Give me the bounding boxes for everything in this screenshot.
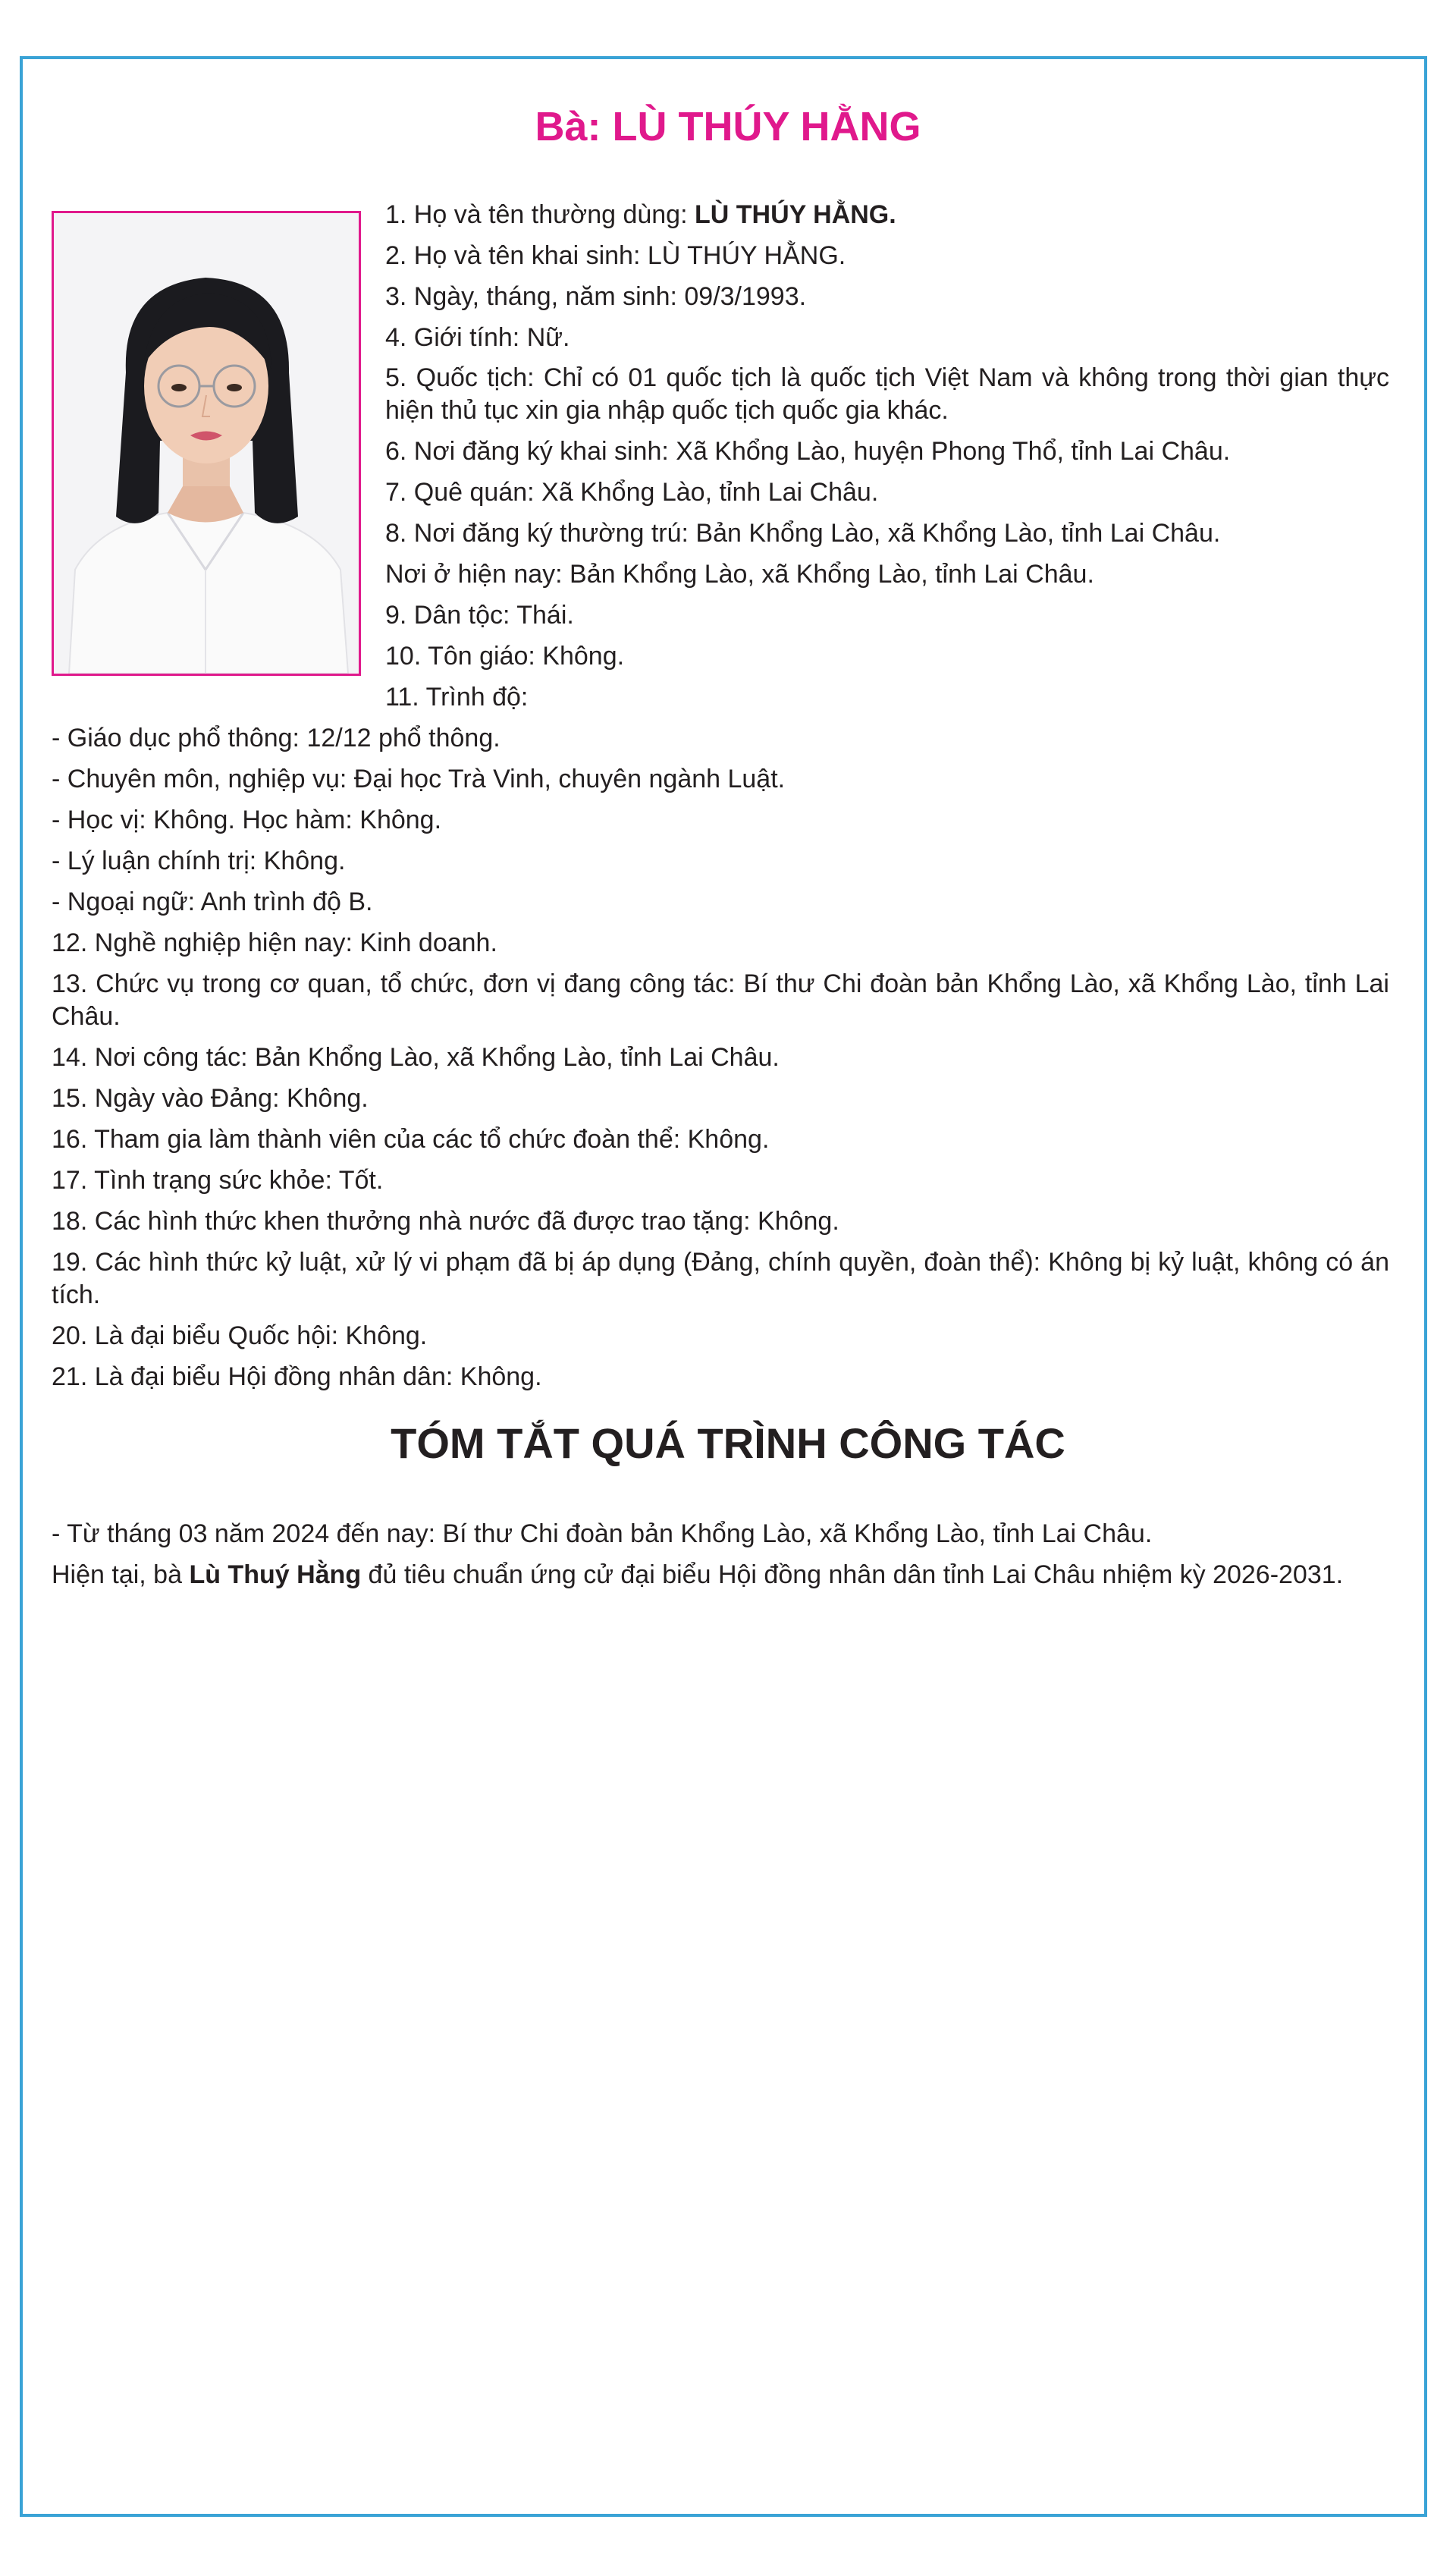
portrait-photo bbox=[52, 211, 361, 676]
item-5: 5. Quốc tịch: Chỉ có 01 quốc tịch là quốc tịch Việt Nam và không trong thời gian thực hiện thủ tục xin gia nhập quốc tịch quốc gia khác. bbox=[385, 363, 1389, 425]
item-15: 15. Ngày vào Đảng: Không. bbox=[52, 1084, 369, 1113]
portrait-image bbox=[54, 213, 359, 674]
item-11-degree: - Học vị: Không. Học hàm: Không. bbox=[52, 806, 442, 834]
item-11-specialization: - Chuyên môn, nghiệp vụ: Đại học Trà Vinh, chuyên ngành Luật. bbox=[52, 765, 786, 793]
item-13: 13. Chức vụ trong cơ quan, tổ chức, đơn vị đang công tác: Bí thư Chi đoàn bản Khổng Lào, xã Khổng Lào, tỉnh Lai Châu. bbox=[52, 969, 1389, 1031]
item-2: 2. Họ và tên khai sinh: LÙ THÚY HẰNG. bbox=[385, 241, 846, 270]
item-11-political-theory: - Lý luận chính trị: Không. bbox=[52, 847, 346, 875]
item-21: 21. Là đại biểu Hội đồng nhân dân: Không. bbox=[52, 1362, 542, 1391]
item-16: 16. Tham gia làm thành viên của các tổ chức đoàn thể: Không. bbox=[52, 1125, 770, 1154]
item-4: 4. Giới tính: Nữ. bbox=[385, 323, 570, 352]
summary-paragraph bbox=[52, 1559, 1389, 1591]
summary-name: Lù Thuý Hằng bbox=[189, 1560, 362, 1589]
item-8-current-residence: Nơi ở hiện nay: Bản Khổng Lào, xã Khổng Lào, tỉnh Lai Châu. bbox=[385, 560, 1094, 589]
item-1-value: LÙ THÚY HẰNG. bbox=[694, 200, 896, 229]
item-1-label: 1. Họ và tên thường dùng: bbox=[385, 200, 695, 229]
candidate-title: Bà: LÙ THÚY HẰNG bbox=[535, 104, 921, 149]
item-11: 11. Trình độ: bbox=[385, 683, 529, 712]
item-7: 7. Quê quán: Xã Khổng Lào, tỉnh Lai Châu. bbox=[385, 478, 879, 507]
item-20: 20. Là đại biểu Quốc hội: Không. bbox=[52, 1321, 428, 1350]
item-19: 19. Các hình thức kỷ luật, xử lý vi phạm đã bị áp dụng (Đảng, chính quyền, đoàn thể): Không bị kỷ luật, không có án tích. bbox=[52, 1248, 1389, 1309]
item-10: 10. Tôn giáo: Không. bbox=[385, 642, 625, 671]
item-8: 8. Nơi đăng ký thường trú: Bản Khổng Lào, xã Khổng Lào, tỉnh Lai Châu. bbox=[385, 519, 1221, 548]
item-3: 3. Ngày, tháng, năm sinh: 09/3/1993. bbox=[385, 282, 807, 311]
item-9: 9. Dân tộc: Thái. bbox=[385, 601, 574, 630]
item-11-general-education: - Giáo dục phổ thông: 12/12 phổ thông. bbox=[52, 724, 500, 752]
item-14: 14. Nơi công tác: Bản Khổng Lào, xã Khổng Lào, tỉnh Lai Châu. bbox=[52, 1043, 780, 1072]
summary-suffix: đủ tiêu chuẩn ứng cử đại biểu Hội đồng nhân dân tỉnh Lai Châu nhiệm kỳ 2026-2031. bbox=[361, 1560, 1344, 1589]
work-history-item: - Từ tháng 03 năm 2024 đến nay: Bí thư Chi đoàn bản Khổng Lào, xã Khổng Lào, tỉnh Lai Châu. bbox=[52, 1519, 1153, 1548]
item-12: 12. Nghề nghiệp hiện nay: Kinh doanh. bbox=[52, 928, 497, 957]
item-6: 6. Nơi đăng ký khai sinh: Xã Khổng Lào, huyện Phong Thổ, tỉnh Lai Châu. bbox=[385, 437, 1231, 466]
item-18: 18. Các hình thức khen thưởng nhà nước đã được trao tặng: Không. bbox=[52, 1207, 839, 1236]
item-17: 17. Tình trạng sức khỏe: Tốt. bbox=[52, 1166, 384, 1195]
summary-prefix: Hiện tại, bà bbox=[52, 1560, 190, 1589]
item-11-foreign-language: - Ngoại ngữ: Anh trình độ B. bbox=[52, 888, 373, 916]
item-1 bbox=[385, 199, 896, 231]
section-title: TÓM TẮT QUÁ TRÌNH CÔNG TÁC bbox=[391, 1419, 1065, 1467]
